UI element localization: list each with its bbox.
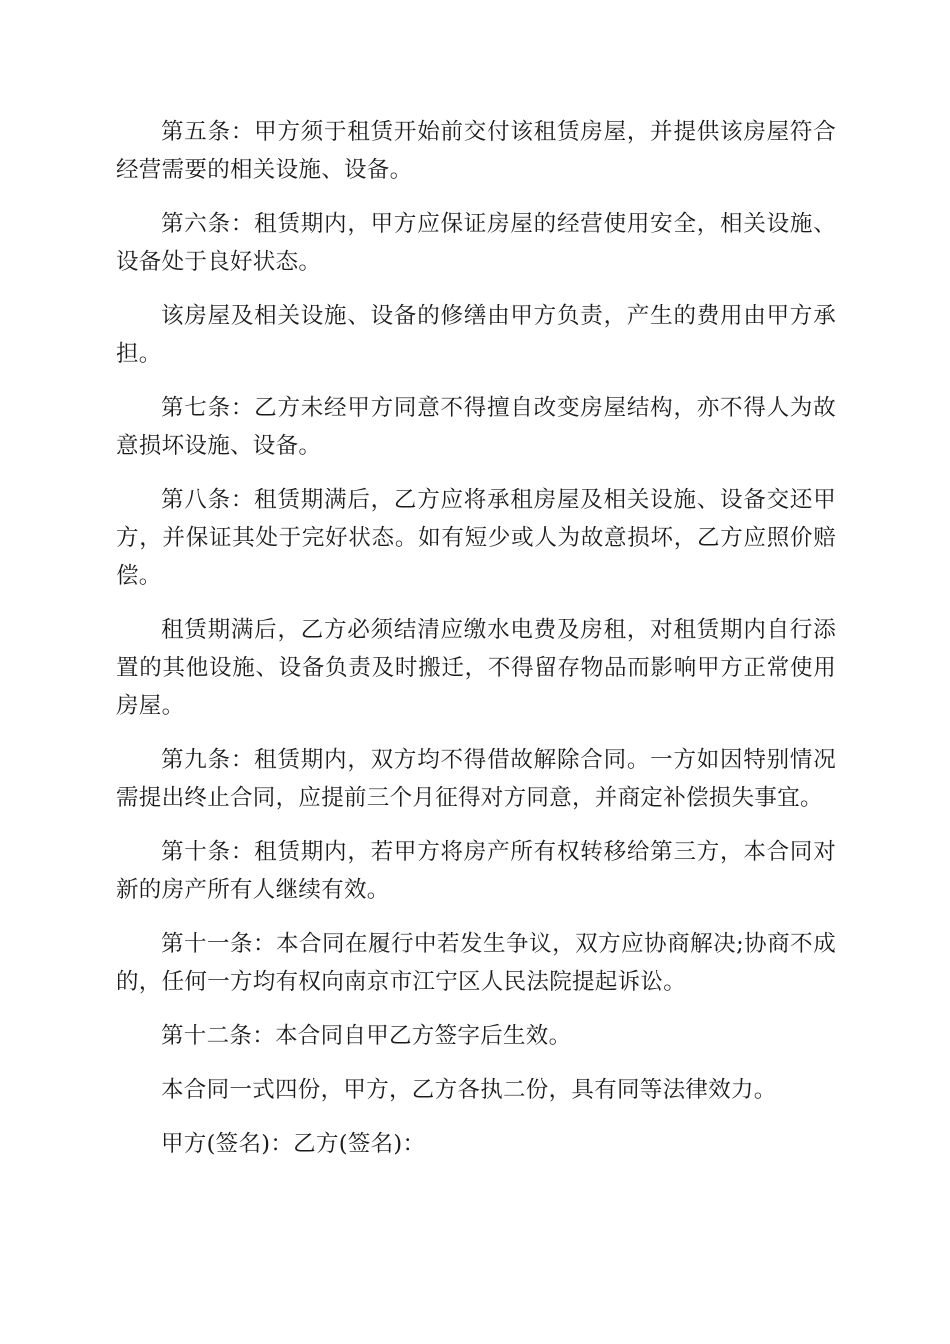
clause-6: 第六条：租赁期内，甲方应保证房屋的经营使用安全，相关设施、设备处于良好状态。 [116, 211, 836, 275]
clause-5: 第五条：甲方须于租赁开始前交付该租赁房屋，并提供该房屋符合经营需要的相关设施、设备。 [116, 119, 836, 183]
clause-8-settlement: 租赁期满后，乙方必须结清应缴水电费及房租，对租赁期内自行添置的其他设施、设备负责及时搬迁，不得留存物品而影响甲方正常使用房屋。 [116, 617, 836, 719]
clause-11: 第十一条：本合同在履行中若发生争议，双方应协商解决;协商不成的，任何一方均有权向南京市江宁区人民法院提起诉讼。 [116, 931, 836, 995]
clause-12: 第十二条：本合同自甲乙方签字后生效。 [161, 1023, 572, 1049]
copies-clause: 本合同一式四份，甲方，乙方各执二份，具有同等法律效力。 [161, 1077, 777, 1103]
document-body [116, 113, 836, 1179]
clause-7: 第七条：乙方未经甲方同意不得擅自改变房屋结构，亦不得人为故意损坏设施、设备。 [116, 395, 836, 459]
clause-10: 第十条：租赁期内，若甲方将房产所有权转移给第三方，本合同对新的房产所有人继续有效。 [116, 839, 836, 903]
clause-8: 第八条：租赁期满后，乙方应将承租房屋及相关设施、设备交还甲方，并保证其处于完好状态。如有短少或人为故意损坏，乙方应照价赔偿。 [116, 487, 836, 589]
clause-6-repair: 该房屋及相关设施、设备的修缮由甲方负责，产生的费用由甲方承担。 [116, 303, 836, 367]
clause-9: 第九条：租赁期内，双方均不得借故解除合同。一方如因特别情况需提出终止合同，应提前三个月征得对方同意，并商定补偿损失事宜。 [116, 747, 836, 811]
signature-line: 甲方(签名)：乙方(签名)： [161, 1131, 426, 1157]
